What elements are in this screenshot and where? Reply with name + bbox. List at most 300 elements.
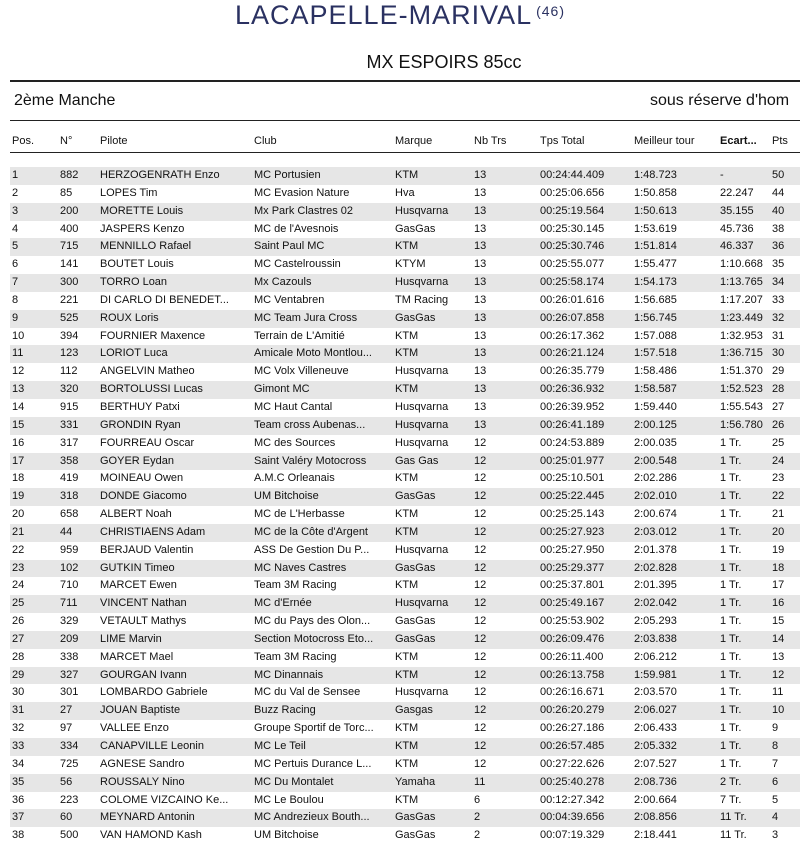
cell-pts: 18 bbox=[772, 561, 785, 574]
cell-number: 358 bbox=[60, 454, 79, 467]
cell-ecart: 1 Tr. bbox=[720, 436, 742, 449]
cell-nb-trs: 13 bbox=[474, 400, 487, 413]
cell-tps-total: 00:07:19.329 bbox=[540, 829, 605, 842]
cell-club: Team 3M Racing bbox=[254, 579, 337, 592]
cell-number: 300 bbox=[60, 276, 79, 289]
cell-meilleur-tour: 2:06.433 bbox=[634, 722, 677, 735]
table-row bbox=[10, 363, 800, 381]
cell-nb-trs: 12 bbox=[474, 704, 487, 717]
table-row bbox=[10, 542, 800, 560]
cell-nb-trs: 13 bbox=[474, 276, 487, 289]
cell-ecart: 1 Tr. bbox=[720, 650, 742, 663]
cell-pilote: LOMBARDO Gabriele bbox=[100, 686, 208, 699]
header-pilote: Pilote bbox=[100, 135, 128, 147]
cell-tps-total: 00:26:01.616 bbox=[540, 293, 605, 306]
table-row bbox=[10, 435, 800, 453]
cell-pos: 26 bbox=[12, 615, 25, 628]
cell-pts: 7 bbox=[772, 757, 779, 770]
cell-nb-trs: 13 bbox=[474, 222, 487, 235]
cell-tps-total: 00:04:39.656 bbox=[540, 811, 605, 824]
cell-number: 710 bbox=[60, 579, 79, 592]
cell-meilleur-tour: 1:56.745 bbox=[634, 311, 677, 324]
cell-pts: 10 bbox=[772, 704, 785, 717]
table-row bbox=[10, 238, 800, 256]
cell-pts: 3 bbox=[772, 829, 779, 842]
cell-number: 419 bbox=[60, 472, 79, 485]
table-row bbox=[10, 720, 800, 738]
cell-pilote: MARCET Mael bbox=[100, 650, 174, 663]
cell-ecart: 35.155 bbox=[720, 204, 754, 217]
cell-nb-trs: 11 bbox=[474, 775, 486, 788]
cell-ecart: 1:56.780 bbox=[720, 418, 763, 431]
cell-tps-total: 00:25:29.377 bbox=[540, 561, 605, 574]
cell-ecart: 1 Tr. bbox=[720, 525, 742, 538]
venue-name: LACAPELLE-MARIVAL bbox=[234, 0, 533, 30]
cell-club: Buzz Racing bbox=[254, 704, 316, 717]
cell-club: ASS De Gestion Du P... bbox=[254, 543, 370, 556]
cell-pilote: VAN HAMOND Kash bbox=[100, 829, 202, 842]
table-row bbox=[10, 738, 800, 756]
category-title: MX ESPOIRS 85cc bbox=[366, 52, 522, 72]
cell-meilleur-tour: 2:05.332 bbox=[634, 740, 677, 752]
cell-pilote: CHRISTIAENS Adam bbox=[100, 525, 206, 538]
cell-pts: 20 bbox=[772, 525, 785, 538]
cell-pts: 34 bbox=[772, 276, 785, 289]
cell-tps-total: 00:26:20.279 bbox=[540, 704, 605, 717]
cell-marque: KTM bbox=[395, 579, 419, 592]
cell-number: 301 bbox=[60, 686, 79, 699]
cell-ecart: 1:55.543 bbox=[720, 400, 763, 413]
cell-nb-trs: 13 bbox=[474, 418, 487, 431]
cell-pts: 12 bbox=[772, 668, 785, 681]
table-row bbox=[10, 560, 800, 578]
cell-tps-total: 00:25:53.902 bbox=[540, 615, 605, 628]
cell-tps-total: 00:25:55.077 bbox=[540, 258, 605, 271]
cell-meilleur-tour: 2:02.042 bbox=[634, 597, 677, 610]
cell-tps-total: 00:26:13.758 bbox=[540, 668, 605, 681]
cell-pts: 19 bbox=[772, 543, 785, 556]
venue-title bbox=[0, 0, 800, 40]
cell-pts: 28 bbox=[772, 383, 785, 396]
cell-ecart: 2 Tr. bbox=[720, 775, 742, 788]
cell-number: 400 bbox=[60, 222, 79, 235]
cell-marque: GasGas bbox=[395, 829, 436, 842]
header-ecart: Ecart... bbox=[720, 135, 757, 147]
cell-ecart: 1:52.523 bbox=[720, 383, 763, 396]
cell-number: 658 bbox=[60, 508, 79, 521]
cell-pos: 27 bbox=[12, 632, 25, 645]
provisional-note: sous réserve d'hom bbox=[650, 92, 790, 109]
cell-club: Section Motocross Eto... bbox=[254, 632, 374, 645]
cell-ecart: 1 Tr. bbox=[720, 561, 742, 574]
cell-number: 221 bbox=[60, 293, 79, 306]
table-row bbox=[10, 595, 800, 613]
table-row bbox=[10, 470, 800, 488]
table-row bbox=[10, 631, 800, 649]
cell-marque: Husqvarna bbox=[395, 686, 449, 699]
cell-meilleur-tour: 1:51.814 bbox=[634, 240, 677, 253]
table-row bbox=[10, 756, 800, 774]
cell-pos: 18 bbox=[12, 472, 25, 485]
cell-pilote: VETAULT Mathys bbox=[100, 615, 187, 628]
cell-tps-total: 00:27:22.626 bbox=[540, 757, 605, 770]
cell-marque: GasGas bbox=[395, 490, 436, 503]
cell-ecart: 1:23.449 bbox=[720, 311, 763, 324]
cell-nb-trs: 13 bbox=[474, 293, 487, 306]
cell-tps-total: 00:25:25.143 bbox=[540, 508, 605, 521]
cell-marque: Husqvarna bbox=[395, 400, 449, 413]
cell-pos: 15 bbox=[12, 418, 25, 431]
cell-club: MC Andrezieux Bouth... bbox=[254, 811, 370, 824]
cell-number: 223 bbox=[60, 793, 79, 806]
cell-club: MC Haut Cantal bbox=[254, 400, 333, 413]
cell-ecart: 1 Tr. bbox=[720, 543, 742, 556]
cell-pos: 22 bbox=[12, 543, 25, 556]
cell-number: 711 bbox=[60, 597, 78, 610]
cell-marque: Husqvarna bbox=[395, 365, 449, 378]
cell-club: Gimont MC bbox=[254, 383, 310, 396]
cell-pts: 40 bbox=[772, 204, 785, 217]
cell-meilleur-tour: 1:55.477 bbox=[634, 258, 677, 271]
table-row bbox=[10, 417, 800, 435]
cell-tps-total: 00:25:27.923 bbox=[540, 525, 605, 538]
cell-nb-trs: 13 bbox=[474, 204, 487, 217]
cell-tps-total: 00:26:27.186 bbox=[540, 722, 605, 735]
cell-nb-trs: 13 bbox=[474, 329, 487, 342]
cell-ecart: 1 Tr. bbox=[720, 686, 742, 699]
cell-pts: 8 bbox=[772, 740, 779, 752]
cell-pos: 2 bbox=[12, 186, 19, 199]
cell-club: Terrain de L'Amitié bbox=[254, 329, 345, 342]
cell-meilleur-tour: 1:58.486 bbox=[634, 365, 677, 378]
table-row bbox=[10, 381, 800, 399]
cell-pos: 25 bbox=[12, 597, 25, 610]
cell-number: 27 bbox=[60, 704, 73, 717]
cell-ecart: 1 Tr. bbox=[720, 722, 742, 735]
cell-pts: 31 bbox=[772, 329, 785, 342]
cell-pos: 1 bbox=[12, 169, 19, 181]
cell-pts: 13 bbox=[772, 650, 785, 663]
cell-pts: 26 bbox=[772, 418, 785, 431]
cell-pos: 32 bbox=[12, 722, 25, 735]
cell-pos: 21 bbox=[12, 525, 25, 538]
cell-pts: 6 bbox=[772, 775, 779, 788]
table-row bbox=[10, 827, 800, 845]
cell-number: 334 bbox=[60, 740, 79, 752]
cell-meilleur-tour: 2:03.838 bbox=[634, 632, 677, 645]
cell-tps-total: 00:25:19.564 bbox=[540, 204, 605, 217]
cell-tps-total: 00:26:36.932 bbox=[540, 383, 605, 396]
table-row bbox=[10, 577, 800, 595]
table-row bbox=[10, 185, 800, 203]
cell-pts: 14 bbox=[772, 632, 785, 645]
cell-meilleur-tour: 2:08.856 bbox=[634, 811, 677, 824]
cell-ecart: 1:32.953 bbox=[720, 329, 763, 342]
header-marque: Marque bbox=[395, 135, 433, 147]
manche-title: 2ème Manche bbox=[14, 92, 116, 109]
table-row bbox=[10, 524, 800, 542]
cell-marque: KTM bbox=[395, 383, 419, 396]
cell-tps-total: 00:25:30.145 bbox=[540, 222, 605, 235]
cell-meilleur-tour: 1:50.858 bbox=[634, 186, 677, 199]
cell-pilote: CANAPVILLE Leonin bbox=[100, 740, 204, 752]
cell-pilote: GOYER Eydan bbox=[100, 454, 174, 467]
cell-pts: 50 bbox=[772, 169, 785, 181]
cell-meilleur-tour: 2:02.828 bbox=[634, 561, 677, 574]
table-row bbox=[10, 792, 800, 810]
cell-pos: 37 bbox=[12, 811, 25, 824]
cell-meilleur-tour: 1:59.981 bbox=[634, 668, 677, 681]
cell-ecart: 1:36.715 bbox=[720, 347, 763, 360]
cell-pts: 21 bbox=[772, 508, 785, 521]
cell-marque: GasGas bbox=[395, 222, 436, 235]
cell-club: Mx Cazouls bbox=[254, 276, 312, 289]
cell-pts: 27 bbox=[772, 400, 785, 413]
table-row bbox=[10, 256, 800, 274]
cell-pts: 5 bbox=[772, 793, 779, 806]
cell-nb-trs: 12 bbox=[474, 472, 487, 485]
cell-club: MC Team Jura Cross bbox=[254, 311, 358, 324]
cell-meilleur-tour: 2:06.212 bbox=[634, 650, 677, 663]
cell-pts: 22 bbox=[772, 490, 785, 503]
table-row bbox=[10, 221, 800, 239]
cell-club: MC de L'Herbasse bbox=[254, 508, 345, 521]
cell-club: MC Le Teil bbox=[254, 740, 306, 752]
cell-pilote: BOUTET Louis bbox=[100, 258, 174, 271]
cell-nb-trs: 13 bbox=[474, 258, 487, 271]
cell-pts: 4 bbox=[772, 811, 779, 824]
cell-marque: Hva bbox=[395, 186, 415, 199]
cell-marque: KTM bbox=[395, 740, 419, 752]
cell-number: 97 bbox=[60, 722, 73, 735]
cell-meilleur-tour: 2:07.527 bbox=[634, 757, 677, 770]
cell-meilleur-tour: 2:00.035 bbox=[634, 436, 677, 449]
cell-pos: 17 bbox=[12, 454, 25, 467]
table-row bbox=[10, 292, 800, 310]
cell-tps-total: 00:26:39.952 bbox=[540, 400, 605, 413]
cell-number: 317 bbox=[60, 436, 79, 449]
cell-nb-trs: 12 bbox=[474, 722, 487, 735]
cell-meilleur-tour: 1:57.088 bbox=[634, 329, 677, 342]
results-header bbox=[10, 133, 800, 151]
cell-marque: Husqvarna bbox=[395, 543, 449, 556]
cell-pilote: DI CARLO DI BENEDET... bbox=[100, 293, 229, 306]
cell-meilleur-tour: 1:50.613 bbox=[634, 204, 677, 217]
cell-tps-total: 00:12:27.342 bbox=[540, 793, 605, 806]
cell-pos: 4 bbox=[12, 222, 19, 235]
cell-pos: 3 bbox=[12, 204, 19, 217]
cell-pos: 6 bbox=[12, 258, 19, 271]
cell-pos: 31 bbox=[12, 704, 25, 717]
header-number: N° bbox=[60, 135, 73, 147]
cell-tps-total: 00:26:21.124 bbox=[540, 347, 605, 360]
cell-marque: GasGas bbox=[395, 615, 436, 628]
cell-pos: 36 bbox=[12, 793, 25, 806]
cell-nb-trs: 2 bbox=[474, 811, 481, 824]
cell-nb-trs: 12 bbox=[474, 686, 487, 699]
cell-nb-trs: 12 bbox=[474, 757, 487, 770]
cell-club: MC Castelroussin bbox=[254, 258, 341, 271]
cell-pilote: AGNESE Sandro bbox=[100, 757, 185, 770]
table-row bbox=[10, 774, 800, 792]
cell-number: 102 bbox=[60, 561, 79, 574]
cell-pilote: MORETTE Louis bbox=[100, 204, 184, 217]
cell-club: MC d'Ernée bbox=[254, 597, 312, 610]
header-divider bbox=[10, 152, 800, 153]
cell-number: 331 bbox=[60, 418, 79, 431]
cell-club: MC Ventabren bbox=[254, 293, 325, 306]
cell-pos: 29 bbox=[12, 668, 25, 681]
cell-number: 394 bbox=[60, 329, 79, 342]
cell-tps-total: 00:24:44.409 bbox=[540, 169, 605, 181]
cell-pilote: LIME Marvin bbox=[100, 632, 162, 645]
cell-marque: KTM bbox=[395, 329, 419, 342]
cell-ecart: 1 Tr. bbox=[720, 490, 742, 503]
cell-pos: 33 bbox=[12, 740, 25, 752]
cell-number: 525 bbox=[60, 311, 79, 324]
cell-club: MC Volx Villeneuve bbox=[254, 365, 349, 378]
cell-number: 112 bbox=[60, 365, 78, 378]
cell-club: MC de l'Avesnois bbox=[254, 222, 339, 235]
cell-tps-total: 00:26:07.858 bbox=[540, 311, 605, 324]
cell-marque: KTM bbox=[395, 347, 419, 360]
cell-club: MC de la Côte d'Argent bbox=[254, 525, 368, 538]
cell-pos: 11 bbox=[12, 347, 24, 360]
cell-club: MC Dinannais bbox=[254, 668, 324, 681]
cell-pts: 33 bbox=[772, 293, 785, 306]
cell-club: Amicale Moto Montlou... bbox=[254, 347, 372, 360]
cell-pos: 19 bbox=[12, 490, 25, 503]
cell-number: 338 bbox=[60, 650, 79, 663]
cell-pilote: BERJAUD Valentin bbox=[100, 543, 194, 556]
cell-pilote: MENNILLO Rafael bbox=[100, 240, 192, 253]
cell-meilleur-tour: 1:56.685 bbox=[634, 293, 677, 306]
cell-tps-total: 00:25:37.801 bbox=[540, 579, 605, 592]
cell-tps-total: 00:25:30.746 bbox=[540, 240, 605, 253]
cell-pilote: MEYNARD Antonin bbox=[100, 811, 195, 824]
cell-meilleur-tour: 2:01.395 bbox=[634, 579, 677, 592]
cell-nb-trs: 12 bbox=[474, 543, 487, 556]
cell-number: 141 bbox=[60, 258, 79, 271]
table-row bbox=[10, 613, 800, 631]
manche-bar bbox=[10, 80, 800, 121]
cell-pilote: VALLEE Enzo bbox=[100, 722, 169, 735]
cell-tps-total: 00:26:11.400 bbox=[540, 650, 604, 663]
cell-club: MC Portusien bbox=[254, 169, 321, 181]
cell-marque: KTM bbox=[395, 472, 419, 485]
cell-meilleur-tour: 2:00.125 bbox=[634, 418, 677, 431]
cell-pos: 13 bbox=[12, 383, 25, 396]
cell-nb-trs: 12 bbox=[474, 668, 487, 681]
table-row bbox=[10, 274, 800, 292]
cell-nb-trs: 12 bbox=[474, 508, 487, 521]
cell-number: 60 bbox=[60, 811, 73, 824]
cell-number: 882 bbox=[60, 169, 79, 181]
cell-ecart: 7 Tr. bbox=[720, 793, 742, 806]
cell-tps-total: 00:26:17.362 bbox=[540, 329, 605, 342]
cell-marque: Husqvarna bbox=[395, 276, 449, 289]
cell-marque: KTM bbox=[395, 240, 419, 253]
cell-pos: 8 bbox=[12, 293, 19, 306]
cell-marque: Gasgas bbox=[395, 704, 433, 717]
cell-pos: 7 bbox=[12, 276, 19, 289]
cell-pilote: GUTKIN Timeo bbox=[100, 561, 175, 574]
cell-number: 725 bbox=[60, 757, 79, 770]
cell-ecart: 1 Tr. bbox=[720, 668, 742, 681]
cell-tps-total: 00:25:27.950 bbox=[540, 543, 605, 556]
cell-nb-trs: 13 bbox=[474, 383, 487, 396]
cell-number: 320 bbox=[60, 383, 79, 396]
cell-club: MC des Sources bbox=[254, 436, 336, 449]
cell-nb-trs: 12 bbox=[474, 490, 487, 503]
cell-pts: 38 bbox=[772, 222, 785, 235]
cell-marque: Husqvarna bbox=[395, 597, 449, 610]
cell-number: 200 bbox=[60, 204, 79, 217]
cell-tps-total: 00:26:09.476 bbox=[540, 632, 605, 645]
cell-tps-total: 00:25:49.167 bbox=[540, 597, 605, 610]
cell-meilleur-tour: 2:08.736 bbox=[634, 775, 677, 788]
cell-pilote: ROUSSALY Nino bbox=[100, 775, 185, 788]
cell-pilote: LORIOT Luca bbox=[100, 347, 168, 360]
cell-nb-trs: 12 bbox=[474, 436, 487, 449]
cell-pilote: TORRO Loan bbox=[100, 276, 168, 289]
results-table bbox=[10, 167, 800, 845]
cell-meilleur-tour: 2:06.027 bbox=[634, 704, 677, 717]
cell-nb-trs: 2 bbox=[474, 829, 481, 842]
cell-ecart: 1 Tr. bbox=[720, 632, 742, 645]
cell-pts: 30 bbox=[772, 347, 785, 360]
cell-club: UM Bitchoise bbox=[254, 490, 319, 503]
cell-pilote: JOUAN Baptiste bbox=[100, 704, 181, 717]
cell-pts: 29 bbox=[772, 365, 785, 378]
cell-meilleur-tour: 2:02.286 bbox=[634, 472, 677, 485]
cell-pos: 14 bbox=[12, 400, 25, 413]
cell-pilote: HERZOGENRATH Enzo bbox=[100, 169, 220, 181]
cell-pilote: DONDE Giacomo bbox=[100, 490, 187, 503]
cell-meilleur-tour: 1:48.723 bbox=[634, 169, 677, 181]
cell-pts: 35 bbox=[772, 258, 785, 271]
cell-ecart: 46.337 bbox=[720, 240, 754, 253]
cell-marque: GasGas bbox=[395, 561, 436, 574]
cell-pts: 24 bbox=[772, 454, 785, 467]
cell-marque: KTM bbox=[395, 650, 419, 663]
cell-pos: 10 bbox=[12, 329, 25, 342]
cell-club: MC Evasion Nature bbox=[254, 186, 350, 199]
cell-pos: 30 bbox=[12, 686, 25, 699]
table-row bbox=[10, 310, 800, 328]
cell-pts: 17 bbox=[772, 579, 785, 592]
cell-number: 327 bbox=[60, 668, 79, 681]
cell-nb-trs: 12 bbox=[474, 597, 487, 610]
cell-number: 123 bbox=[60, 347, 79, 360]
table-row bbox=[10, 667, 800, 685]
table-row bbox=[10, 399, 800, 417]
header-meilleur-tour: Meilleur tour bbox=[634, 135, 695, 147]
table-row bbox=[10, 702, 800, 720]
header-pos: Pos. bbox=[12, 135, 35, 147]
cell-marque: KTM bbox=[395, 169, 419, 181]
cell-meilleur-tour: 2:01.378 bbox=[634, 543, 677, 556]
cell-ecart: 11 Tr. bbox=[720, 829, 747, 842]
cell-nb-trs: 13 bbox=[474, 186, 487, 199]
cell-meilleur-tour: 2:03.570 bbox=[634, 686, 677, 699]
cell-marque: KTM bbox=[395, 525, 419, 538]
cell-meilleur-tour: 2:00.674 bbox=[634, 508, 677, 521]
cell-meilleur-tour: 1:59.440 bbox=[634, 400, 677, 413]
cell-nb-trs: 12 bbox=[474, 525, 487, 538]
cell-club: Team 3M Racing bbox=[254, 650, 337, 663]
table-row bbox=[10, 453, 800, 471]
